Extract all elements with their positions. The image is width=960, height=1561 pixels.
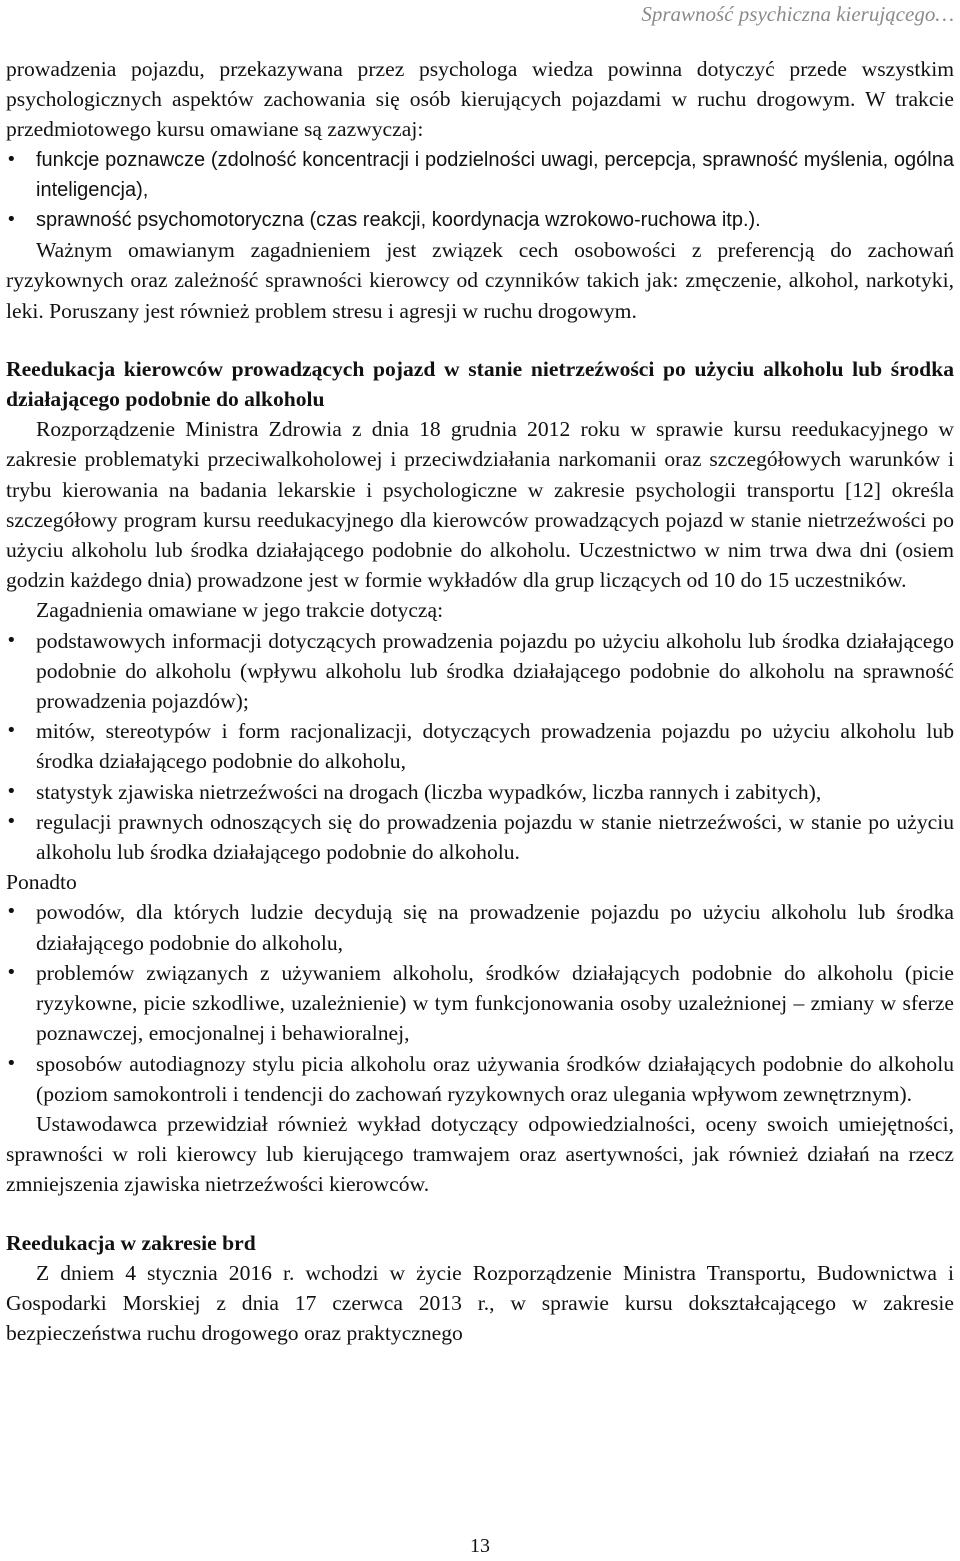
list-item: • mitów, stereotypów i form racjonalizacji, dotyczących prowadzenia pojazdu po użyciu alkoholu lub środka działającego podobnie do alkoholu, (6, 716, 954, 776)
list-item: • powodów, dla których ludzie decydują się na prowadzenie pojazdu po użyciu alkoholu lub środka działającego podobnie do alkoholu, (6, 897, 954, 957)
paragraph: Ponadto (6, 870, 77, 895)
list-item: • statystyk zjawiska nietrzeźwości na drogach (liczba wypadków, liczba rannych i zabitych), (6, 777, 954, 807)
paragraph: Ustawodawca przewidział również wykład dotyczący odpowiedzialności, oceny swoich umiejętności, sprawności w roli kierowcy lub kierującego tramwajem oraz asertywności, jak również działań na rzecz zmniejszenia zjawiska nietrzeźwości kierowców. (6, 1111, 954, 1197)
list-item: • funkcje poznawcze (zdolność koncentracji i podzielności uwagi, percepcja, sprawność myślenia, ogólna inteligencja), (6, 145, 954, 205)
list-item: • problemów związanych z używaniem alkoholu, środków działających podobnie do alkoholu (picie ryzykowne, picie szkodliwe, uzależnienie) w tym funkcjonowania osoby uzależnionej – zmiany w sferze poznawczej, emocjonalnej i behawioralnej, (6, 958, 954, 1049)
paragraph: Zagadnienia omawiane w jego trakcie dotyczą: (36, 598, 444, 623)
section-heading: Reedukacja kierowców prowadzących pojazd w stanie nietrzeźwości po użyciu alkoholu lub środka działającego podobnie do alkoholu (6, 356, 954, 412)
page-body (6, 54, 954, 1348)
list-item: • sprawność psychomotoryczna (czas reakcji, koordynacja wzrokowo-ruchowa itp.). (6, 205, 954, 235)
bullet-list-additional (6, 897, 954, 1108)
running-header: Sprawność psychiczna kierującego… (641, 2, 954, 26)
list-item: • sposobów autodiagnozy stylu picia alkoholu oraz używania środków działających podobnie do alkoholu (poziom samokontroli i tendencji do zachowań ryzykownych oraz ulegania wpływom zewnętrznym). (6, 1049, 954, 1109)
paragraph: Rozporządzenie Ministra Zdrowia z dnia 18 grudnia 2012 roku w sprawie kursu reedukacyjnego w zakresie problematyki przeciwalkoholowej i przeciwdziałania narkomanii oraz szczegółowych warunków i trybu kierowania na badania lekarskie i psychologiczne w zakresie psychologii transportu [12] określa szczegółowy program kursu reedukacyjnego dla kierowców prowadzących pojazd w stanie nietrzeźwości po użyciu alkoholu lub środka działającego podobnie do alkoholu. Uczestnictwo w nim trwa dwa dni (osiem godzin każdego dnia) prowadzone jest w formie wykładów dla grup liczących od 10 do 15 uczestników. (6, 417, 954, 593)
section-heading: Reedukacja w zakresie brd (6, 1230, 256, 1255)
bullet-list-cognitive (6, 145, 954, 236)
paragraph: Z dniem 4 stycznia 2016 r. wchodzi w życie Rozporządzenie Ministra Transportu, Budownictwa i Gospodarki Morskiej z dnia 17 czerwca 2013 r., w sprawie kursu dokształcającego w zakresie bezpieczeństwa ruchu drogowego oraz praktycznego (6, 1260, 954, 1346)
intro-paragraph: prowadzenia pojazdu, przekazywana przez psychologa wiedza powinna dotyczyć przede wszystkim psychologicznych aspektów zachowania się osób kierujących pojazdami w ruchu drogowym. W trakcie przedmiotowego kursu omawiane są zazwyczaj: (6, 57, 954, 142)
paragraph: Ważnym omawianym zagadnieniem jest związek cech osobowości z preferencją do zachowań ryzykownych oraz zależność sprawności kierowcy od czynników takich jak: zmęczenie, alkohol, narkotyki, leki. Poruszany jest również problem stresu i agresji w ruchu drogowym. (6, 238, 954, 323)
list-item: • regulacji prawnych odnoszących się do prowadzenia pojazdu w stanie nietrzeźwości, w stanie po użyciu alkoholu lub środka działającego podobnie do alkoholu. (6, 807, 954, 867)
list-item: • podstawowych informacji dotyczących prowadzenia pojazdu po użyciu alkoholu lub środka działającego podobnie do alkoholu (wpływu alkoholu lub środka działającego podobnie do alkoholu na sprawność prowadzenia pojazdów); (6, 626, 954, 717)
bullet-list-topics (6, 626, 954, 868)
page-number: 13 (470, 1535, 490, 1557)
